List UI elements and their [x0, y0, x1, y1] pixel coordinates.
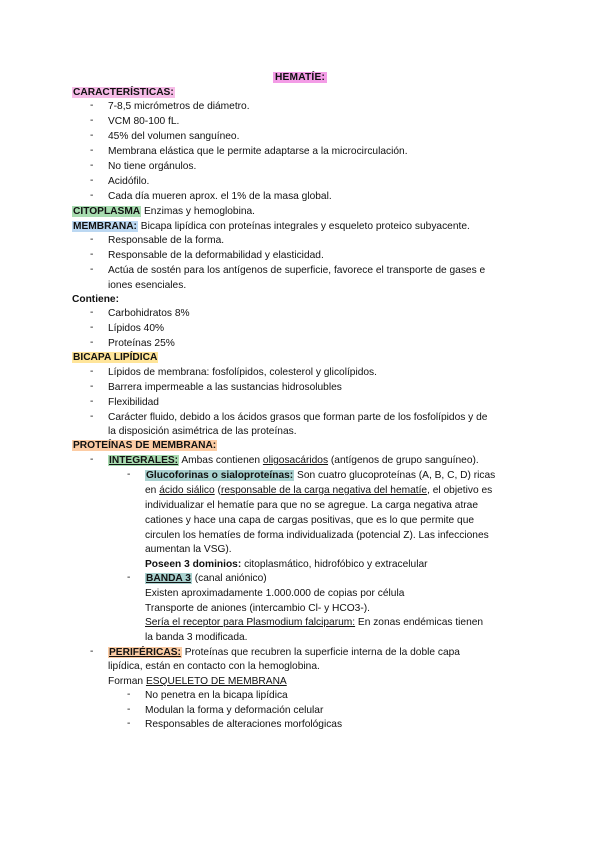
list-item: Proteínas 25% [108, 338, 175, 349]
list-item: Cada día mueren aprox. el 1% de la masa global. [108, 191, 332, 202]
list-item: 45% del volumen sanguíneo. [108, 131, 240, 142]
glucoforinas-line: circulen los hematíes de forma individualizada (potencial Z). Las infecciones [145, 530, 489, 541]
bullet-dash: - [127, 469, 131, 480]
contiene-label: Contiene: [72, 294, 119, 305]
bullet-dash: - [127, 572, 131, 583]
list-item-continuation: iones esenciales. [108, 280, 187, 291]
bullet-dash: - [90, 249, 94, 260]
section-citoplasma: CITOPLASMA Enzimas y hemoglobina. [73, 206, 256, 217]
banda3-line: BANDA 3 (canal aniónico) [146, 573, 267, 584]
bullet-dash: - [127, 718, 131, 729]
bullet-dash: - [90, 396, 94, 407]
section-caracteristicas: CARACTERÍSTICAS: [73, 87, 174, 98]
bullet-dash: - [90, 160, 94, 171]
glucoforinas-line: en ácido siálico (responsable de la carga negativa del hematíe, el objetivo es [145, 485, 493, 496]
list-item: No penetra en la bicapa lipídica [145, 690, 288, 701]
list-item: Modulan la forma y deformación celular [145, 705, 324, 716]
list-item: Responsable de la deformabilidad y elasticidad. [108, 250, 324, 261]
banda3-line: Existen aproximadamente 1.000.000 de copias por célula [145, 588, 405, 599]
page-title: HEMATÍE: [274, 72, 326, 83]
bullet-dash: - [90, 337, 94, 348]
list-item: Actúa de sostén para los antígenos de superficie, favorece el transporte de gases e [108, 265, 486, 276]
bullet-dash: - [127, 704, 131, 715]
list-item: Carbohidratos 8% [108, 308, 190, 319]
bullet-dash: - [90, 454, 94, 465]
bullet-dash: - [127, 689, 131, 700]
bullet-dash: - [90, 130, 94, 141]
bullet-dash: - [90, 145, 94, 156]
list-item-continuation: la disposición asimétrica de las proteínas. [108, 426, 297, 437]
list-item: Acidófilo. [108, 176, 150, 187]
bullet-dash: - [90, 322, 94, 333]
list-item: No tiene orgánulos. [108, 161, 197, 172]
glucoforinas-line: cationes y hace una capa de cargas positivas, que es lo que permite que [145, 515, 475, 526]
perifericas-line: PERIFÉRICAS: Proteínas que recubren la superficie interna de la doble capa [109, 647, 460, 658]
section-bicapa: BICAPA LIPÍDICA [73, 352, 158, 363]
list-item: Carácter fluido, debido a los ácidos grasos que forman parte de los fosfolípidos y de [108, 412, 488, 423]
list-item: Responsables de alteraciones morfológicas [145, 719, 343, 730]
bullet-dash: - [90, 307, 94, 318]
section-membrana: MEMBRANA: Bicapa lipídica con proteínas integrales y esqueleto proteico subyacente. [73, 221, 470, 232]
list-item: Lípidos 40% [108, 323, 165, 334]
glucoforinas-line: Glucoforinas o sialoproteínas: Son cuatro glucoproteínas (A, B, C, D) ricas [146, 470, 496, 481]
banda3-line: Transporte de aniones (intercambio Cl- y HCO3-). [145, 603, 370, 614]
bullet-dash: - [90, 646, 94, 657]
integrales-line: INTEGRALES: Ambas contienen oligosacáridos (antígenos de grupo sanguíneo). [109, 455, 479, 466]
list-item: VCM 80-100 fL. [108, 116, 180, 127]
glucoforinas-line: aumentan la VSG). [145, 544, 232, 555]
bullet-dash: - [90, 115, 94, 126]
bullet-dash: - [90, 175, 94, 186]
dominios-line: Poseen 3 dominios: citoplasmático, hidrofóbico y extracelular [145, 559, 428, 570]
glucoforinas-line: individualizar el hematíe para que no se agregue. La carga negativa atrae [145, 500, 479, 511]
bullet-dash: - [90, 234, 94, 245]
banda3-line: la banda 3 modificada. [145, 632, 248, 643]
perifericas-line: lipídica, están en contacto con la hemoglobina. [108, 661, 320, 672]
list-item: Responsable de la forma. [108, 235, 225, 246]
list-item: Barrera impermeable a las sustancias hidrosolubles [108, 382, 342, 393]
list-item: Membrana elástica que le permite adaptarse a la microcirculación. [108, 146, 408, 157]
bullet-dash: - [90, 366, 94, 377]
bullet-dash: - [90, 264, 94, 275]
bullet-dash: - [90, 381, 94, 392]
bullet-dash: - [90, 190, 94, 201]
section-proteinas: PROTEÍNAS DE MEMBRANA: [73, 440, 217, 451]
bullet-dash: - [90, 411, 94, 422]
bullet-dash: - [90, 100, 94, 111]
list-item: Lípidos de membrana: fosfolípidos, colesterol y glicolípidos. [108, 367, 377, 378]
banda3-line: Sería el receptor para Plasmodium falciparum: En zonas endémicas tienen [145, 617, 484, 628]
list-item: Flexibilidad [108, 397, 159, 408]
forman-line: Forman ESQUELETO DE MEMBRANA [108, 676, 287, 687]
list-item: 7-8,5 micrómetros de diámetro. [108, 101, 250, 112]
